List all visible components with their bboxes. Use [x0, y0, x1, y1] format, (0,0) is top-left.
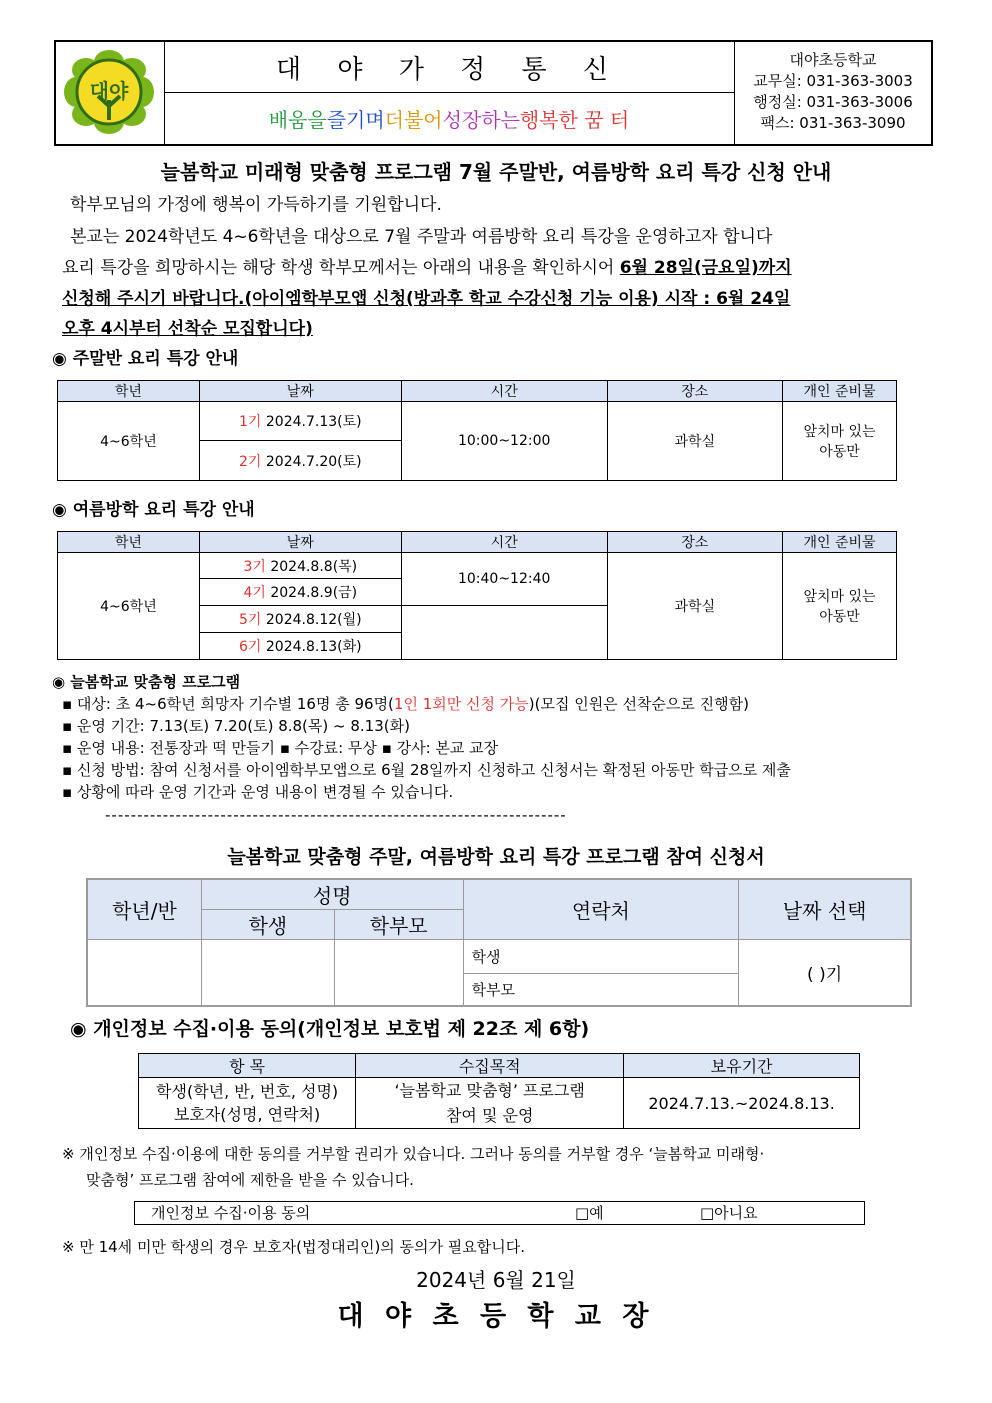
consent-label: 개인정보 수집·이용 동의 — [151, 1204, 311, 1222]
motto-part: 성장하는 — [442, 107, 520, 132]
bullet-highlight: 1인 1회만 신청 가능 — [393, 695, 529, 713]
term-label: 2기 — [239, 453, 262, 470]
privacy-table — [138, 1053, 860, 1129]
parent-header: 학부모 — [334, 910, 463, 940]
items-line: 아동만 — [819, 609, 860, 625]
grade-cell: 4~6학년 — [58, 402, 200, 481]
session-cell — [199, 579, 401, 606]
logo-lettering: 대야 — [89, 79, 129, 103]
time-cell-empty — [401, 606, 607, 660]
summer-table — [57, 531, 897, 660]
grade-cell: 4~6학년 — [58, 553, 200, 660]
parent-contact-field[interactable]: 학부모 — [463, 974, 739, 1006]
program-heading: ◉ 늘봄학교 맞춤형 프로그램 — [52, 673, 241, 691]
item-line: 보호자(성명, 연락처) — [173, 1105, 321, 1124]
items-line: 아동만 — [819, 444, 860, 460]
col-header: 학년 — [58, 381, 200, 402]
motto-part: 더불어 — [384, 107, 443, 132]
col-header: 개인 준비물 — [782, 532, 896, 553]
bullet-period: ▪ 운영 기간: 7.13(토) 7.20(토) 8.8(목) ~ 8.13(화) — [62, 717, 410, 735]
term-select-field[interactable]: ( )기 — [739, 940, 911, 1006]
phone-office: 교무실: 031-363-3003 — [753, 72, 913, 90]
col-header: 보유기간 — [624, 1054, 860, 1078]
form-title: 늘봄학교 맞춤형 주말, 여름방학 요리 특강 프로그램 참여 신청서 — [227, 846, 765, 868]
grade-class-field[interactable] — [87, 940, 201, 1006]
program-bullets — [62, 693, 952, 803]
school-emblem-icon — [56, 42, 162, 142]
col-header: 개인 준비물 — [782, 381, 896, 402]
privacy-period: 2024.7.13.~2024.8.13. — [624, 1078, 860, 1129]
phone-admin: 행정실: 031-363-3006 — [753, 93, 913, 111]
term-label: 1기 — [239, 414, 262, 430]
session-cell — [199, 633, 401, 660]
motto-part: 행복한 꿈 터 — [519, 107, 630, 132]
bullet-text: ▪ 대상: 초 4~6학년 희망자 기수별 16명 총 96명( — [62, 695, 394, 713]
guardian-note: ※ 만 14세 미만 학생의 경우 보호자(법정대리인)의 동의가 필요합니다. — [62, 1238, 526, 1256]
time-cell: 10:00~12:00 — [401, 402, 607, 481]
session-date: 2024.8.13(화) — [261, 639, 362, 655]
place-cell: 과학실 — [607, 402, 782, 481]
bullet-text: )(모집 인원은 선착순으로 진행함) — [528, 695, 749, 713]
student-name-field[interactable] — [201, 940, 334, 1006]
session-date: 2024.8.12(월) — [261, 612, 362, 628]
time-cell: 10:40~12:40 — [401, 553, 607, 606]
bullet-notice: ▪ 상황에 따라 운영 기간과 운영 내용이 변경될 수 있습니다. — [62, 783, 454, 801]
session-cell — [199, 606, 401, 633]
school-motto — [164, 92, 735, 144]
school-name: 대야초등학교 — [789, 51, 877, 69]
col-header: 항 목 — [139, 1054, 356, 1078]
body-line-4 — [62, 314, 952, 344]
contact-header: 연락처 — [463, 879, 739, 940]
body-line-1: 본교는 2024학년도 4~6학년을 대상으로 7월 주말과 여름방학 요리 특강을 운영하고자 합니다 — [70, 227, 773, 247]
greeting: 학부모님의 가정에 행복이 가득하기를 기원합니다. — [70, 195, 442, 215]
date-select-header: 날짜 선택 — [739, 879, 911, 940]
motto-part: 배움을 — [268, 107, 327, 132]
place-cell: 과학실 — [607, 553, 782, 660]
issue-date: 2024년 6월 21일 — [416, 1268, 576, 1292]
student-header: 학생 — [201, 910, 334, 940]
purpose-line: ‘늘봄학교 맞춤형’ 프로그램 — [394, 1081, 585, 1100]
consent-box — [134, 1201, 865, 1225]
fax-number: 팩스: 031-363-3090 — [760, 114, 906, 132]
bullet-target — [62, 693, 952, 715]
note-line: ※ 개인정보 수집·이용에 대한 동의를 거부할 권리가 있습니다. 그러나 동의를 거부할 경우 ‘늘봄학교 미래형· — [62, 1145, 765, 1163]
privacy-note — [62, 1141, 952, 1193]
bullet-content: ▪ 운영 내용: 전통장과 떡 만들기 ▪ 수강료: 무상 ▪ 강사: 본교 교장 — [62, 739, 499, 757]
body-line-2 — [62, 253, 952, 283]
school-contact — [735, 42, 931, 144]
session-date: 2024.8.9(금) — [265, 585, 358, 601]
col-header: 수집목적 — [356, 1054, 624, 1078]
term-label: 3기 — [243, 558, 266, 575]
col-header: 장소 — [607, 381, 782, 402]
session-date: 2024.7.13(토) — [261, 414, 362, 430]
items-line: 앞치마 있는 — [803, 589, 876, 605]
col-header: 시간 — [401, 381, 607, 402]
bullet-method: ▪ 신청 방법: 참여 신청서를 아이엠학부모앱으로 6월 28일까지 신청하고 신청서는 확정된 아동만 학급으로 제출 — [62, 761, 791, 779]
student-contact-field[interactable]: 학생 — [463, 940, 739, 974]
privacy-purpose — [356, 1078, 624, 1129]
item-line: 학생(학년, 반, 번호, 성명) — [156, 1082, 339, 1101]
session-cell — [199, 441, 401, 481]
consent-yes-checkbox[interactable]: □예 — [575, 1204, 604, 1222]
session-cell — [199, 553, 401, 579]
privacy-heading: ◉ 개인정보 수집·이용 동의(개인정보 보호법 제 22조 제 6항) — [70, 1018, 590, 1040]
col-header: 학년 — [58, 532, 200, 553]
application-form — [86, 878, 912, 1007]
purpose-line: 참여 및 운영 — [445, 1106, 534, 1125]
school-logo — [56, 42, 165, 144]
summer-heading: ◉ 여름방학 요리 특강 안내 — [52, 500, 255, 520]
body-text: 요리 특강을 희망하시는 해당 학생 학부모께서는 아래의 내용을 확인하시어 — [62, 258, 620, 278]
session-date: 2024.8.8(목) — [265, 558, 358, 575]
application-info: 신청해 주시기 바랍니다.(아이엠학부모앱 신청(방과후 학교 수강신청 기능 이용) 시작 : 6월 24일 — [62, 289, 791, 309]
deadline-text: 6월 28일(금요일)까지 — [619, 258, 792, 278]
col-header: 날짜 — [199, 381, 401, 402]
principal-signature: 대 야 초 등 학 교 장 — [337, 1301, 655, 1332]
session-cell — [199, 402, 401, 441]
session-date: 2024.7.20(토) — [261, 453, 362, 470]
newsletter-title: 대 야 가 정 통 신 — [164, 42, 735, 93]
grade-class-header: 학년/반 — [87, 879, 201, 940]
newsletter-header — [54, 40, 933, 146]
note-line: 맞춤형’ 프로그램 참여에 제한을 받을 수 있습니다. — [86, 1171, 414, 1189]
weekend-table — [57, 380, 897, 481]
application-start: 오후 4시부터 선착순 모집합니다) — [62, 319, 313, 339]
col-header: 장소 — [607, 532, 782, 553]
cut-line: ------------------------------------------------------------------------ — [105, 806, 567, 824]
body-line-3 — [62, 284, 952, 314]
privacy-items — [139, 1078, 356, 1129]
notice-title: 늘봄학교 미래형 맞춤형 프로그램 7월 주말반, 여름방학 요리 특강 신청 안내 — [160, 160, 832, 184]
term-label: 5기 — [239, 612, 262, 628]
col-header: 날짜 — [199, 532, 401, 553]
term-label: 6기 — [239, 639, 262, 655]
term-label: 4기 — [243, 585, 266, 601]
col-header: 시간 — [401, 532, 607, 553]
parent-name-field[interactable] — [334, 940, 463, 1006]
consent-no-checkbox[interactable]: □아니요 — [700, 1204, 758, 1222]
items-cell — [782, 402, 896, 481]
name-header: 성명 — [201, 879, 463, 910]
motto-part: 즐기며 — [326, 107, 385, 132]
items-line: 앞치마 있는 — [803, 424, 876, 440]
weekend-heading: ◉ 주말반 요리 특강 안내 — [52, 349, 239, 369]
items-cell — [782, 553, 896, 660]
